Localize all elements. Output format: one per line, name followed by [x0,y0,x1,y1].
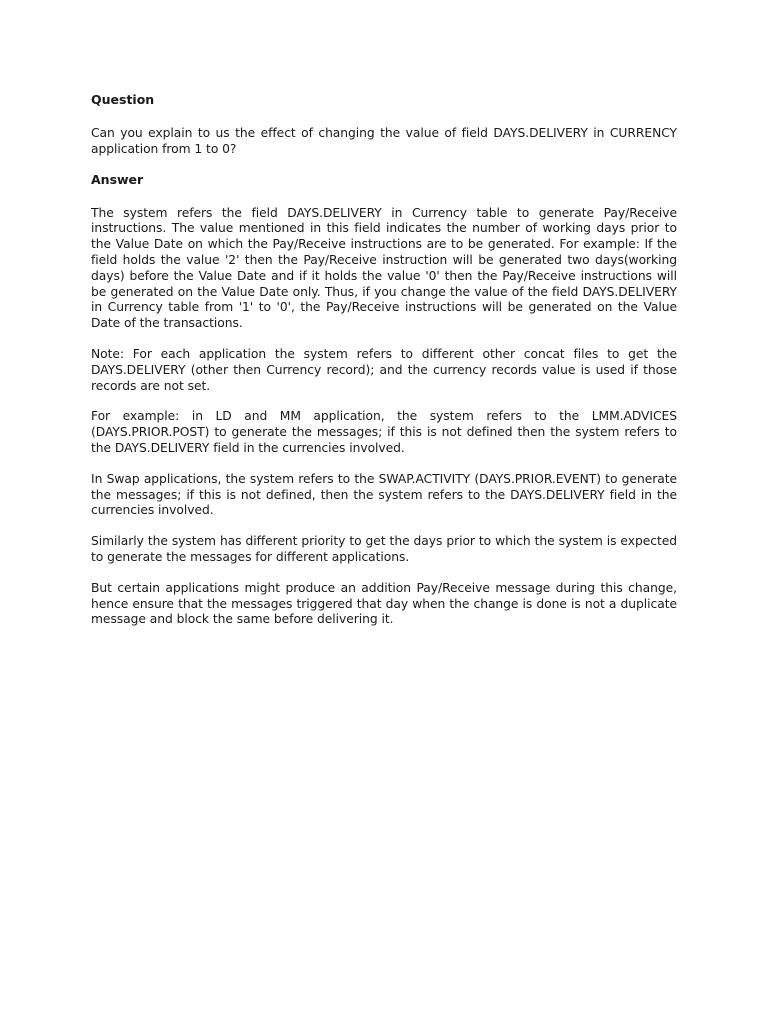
question-heading: Question [91,92,155,107]
document-page [91,92,677,643]
answer-paragraph: Note: For each application the system refers to different other concat files to get the DAYS.DELIVERY (other then Currency record); and the currency records value is used if those records are not set. [91,346,677,393]
answer-paragraph: In Swap applications, the system refers to the SWAP.ACTIVITY (DAYS.PRIOR.EVENT) to generate the messages; if this is not defined, then the system refers to the DAYS.DELIVERY field in the currencies involved. [91,471,677,518]
answer-paragraph: But certain applications might produce an addition Pay/Receive message during this change, hence ensure that the messages triggered that day when the change is done is not a duplicate message and block the same before delivering it. [91,580,677,627]
answer-heading: Answer [91,171,144,187]
answer-paragraph: The system refers the field DAYS.DELIVERY in Currency table to generate Pay/Receive instructions. The value mentioned in this field indicates the number of working days prior to the Value Date on which the Pay/Receive instructions are to be generated. For example: If the field holds the value '2' then the Pay/Receive instruction will be generated two days(working days) before the Value Date and if it holds the value '0' then the Pay/Receive instructions will be generated on the Value Date only. Thus, if you change the value of the field DAYS.DELIVERY in Currency table from '1' to '0', the Pay/Receive instructions will be generated on the Value Date of the transactions. [91,205,677,331]
answer-paragraph: For example: in LD and MM application, the system refers to the LMM.ADVICES (DAYS.PRIOR.POST) to generate the messages; if this is not defined then the system refers to the DAYS.DELIVERY field in the currencies involved. [91,409,677,455]
question-text: Can you explain to us the effect of changing the value of field DAYS.DELIVERY in CURRENCY application from 1 to 0? [91,126,677,156]
answer-paragraph: Similarly the system has different priority to get the days prior to which the system is expected to generate the messages for different applications. [91,534,677,564]
